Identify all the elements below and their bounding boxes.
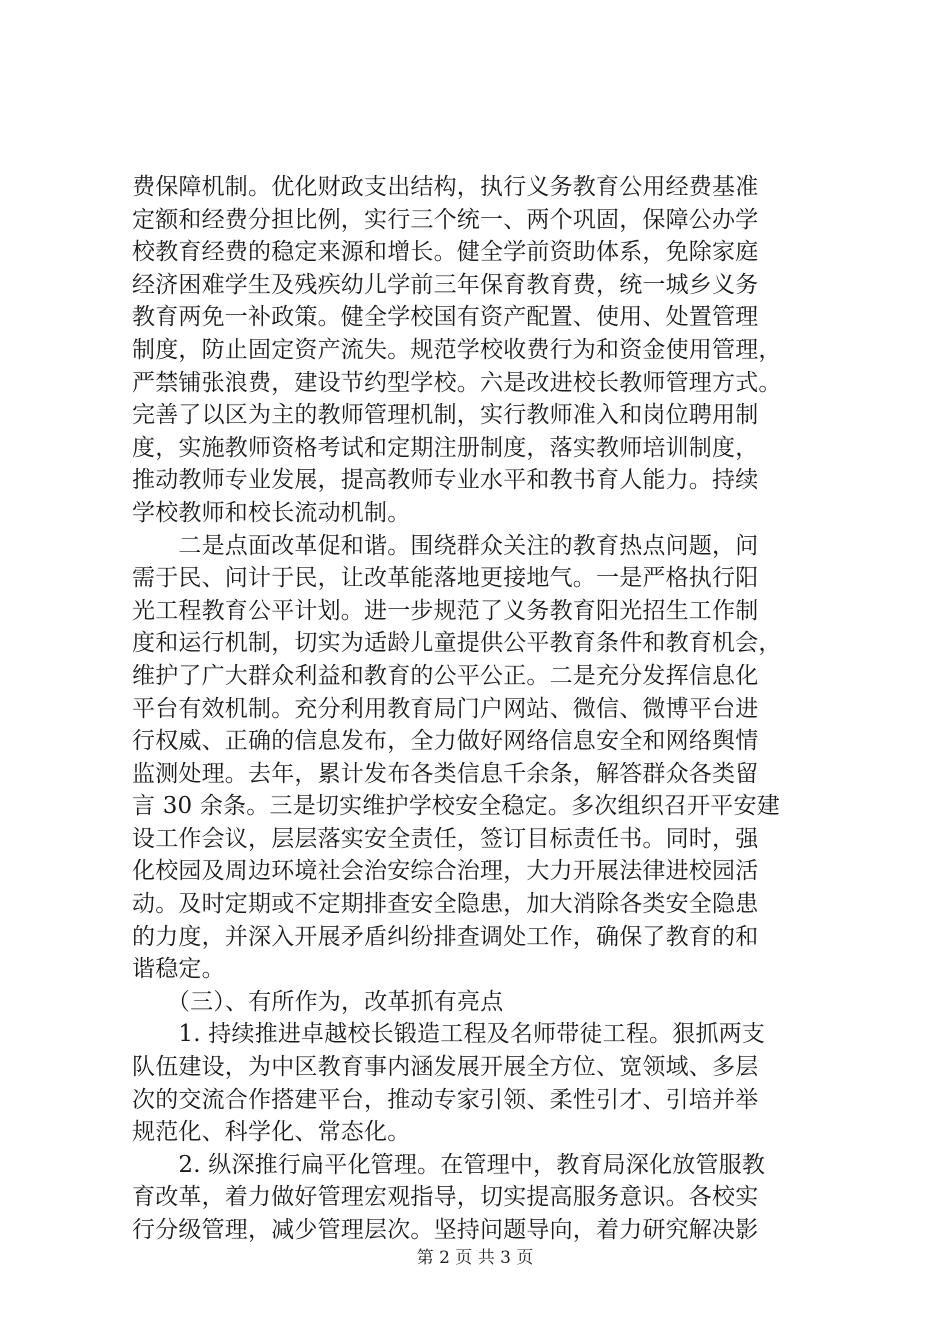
text-line: 二是点面改革促和谐。围绕群众关注的教育热点问题，问 <box>132 532 759 559</box>
text-line: 育改革，着力做好管理宏观指导，切实提高服务意识。各校实 <box>132 1184 759 1211</box>
text-line: 维护了广大群众利益和教育的公平公正。二是充分发挥信息化 <box>132 662 759 689</box>
text-line: 校教育经费的稳定来源和增长。健全学前资助体系，免除家庭 <box>132 239 759 266</box>
text-line: 动。及时定期或不定期排查安全隐患，加大消除各类安全隐患 <box>132 891 759 918</box>
text-line: 2. 纵深推行扁平化管理。在管理中，教育局深化放管服教 <box>132 1151 766 1178</box>
text-line: 谐稳定。 <box>132 956 225 983</box>
text-line: 完善了以区为主的教师管理机制，实行教师准入和岗位聘用制 <box>132 402 759 429</box>
text-line: 定额和经费分担比例，实行三个统一、两个巩固，保障公办学 <box>132 206 759 233</box>
text-line: 设工作会议，层层落实安全责任，签订目标责任书。同时，强 <box>132 825 759 852</box>
text-line: 经济困难学生及残疾幼儿学前三年保育教育费，统一城乡义务 <box>132 271 759 298</box>
text-line: 规范化、科学化、常态化。 <box>132 1119 411 1146</box>
text-line: 监测处理。去年，累计发布各类信息千余条，解答群众各类留 <box>132 760 759 787</box>
text-line: 行分级管理，减少管理层次。坚持问题导向，着力研究解决影 <box>132 1217 759 1243</box>
text-line: 光工程教育公平计划。进一步规范了义务教育阳光招生工作制 <box>132 597 759 624</box>
text-line: 教育两免一补政策。健全学校国有资产配置、使用、处置管理 <box>132 304 759 331</box>
text-line: 严禁铺张浪费，建设节约型学校。六是改进校长教师管理方式。 <box>132 369 782 396</box>
text-line: 1. 持续推进卓越校长锻造工程及名师带徒工程。狠抓两支 <box>132 1021 766 1048</box>
text-line: 需于民、问计于民，让改革能落地更接地气。一是严格执行阳 <box>132 565 759 592</box>
text-line: 费保障机制。优化财政支出结构，执行义务教育公用经费基准 <box>132 174 759 200</box>
text-line: 推动教师专业发展，提高教师专业水平和教书育人能力。持续 <box>132 467 759 494</box>
text-line: 度，实施教师资格考试和定期注册制度，落实教师培训制度， <box>132 434 759 461</box>
text-line: （三）、有所作为，改革抓有亮点 <box>132 988 504 1015</box>
text-line: 的力度，并深入开展矛盾纠纷排查调处工作，确保了教育的和 <box>132 923 759 950</box>
page-footer: 第 2 页 共 3 页 <box>416 1248 534 1268</box>
text-line: 平台有效机制。充分利用教育局门户网站、微信、微博平台进 <box>132 695 759 722</box>
text-line: 队伍建设，为中区教育事内涵发展开展全方位、宽领域、多层 <box>132 1054 759 1081</box>
text-line: 制度，防止固定资产流失。规范学校收费行为和资金使用管理， <box>132 336 782 363</box>
text-line: 行权威、正确的信息发布，全力做好网络信息安全和网络舆情 <box>132 728 759 755</box>
text-line: 次的交流合作搭建平台，推动专家引领、柔性引才、引培并举 <box>132 1086 759 1113</box>
text-line: 化校园及周边环境社会治安综合治理，大力开展法律进校园活 <box>132 858 759 885</box>
text-line: 学校教师和校长流动机制。 <box>132 499 411 526</box>
text-line: 度和运行机制，切实为适龄儿童提供公平教育条件和教育机会， <box>132 630 782 657</box>
body-text <box>132 171 832 1247</box>
text-line: 言 30 余条。三是切实维护学校安全稳定。多次组织召开平安建 <box>132 793 780 820</box>
